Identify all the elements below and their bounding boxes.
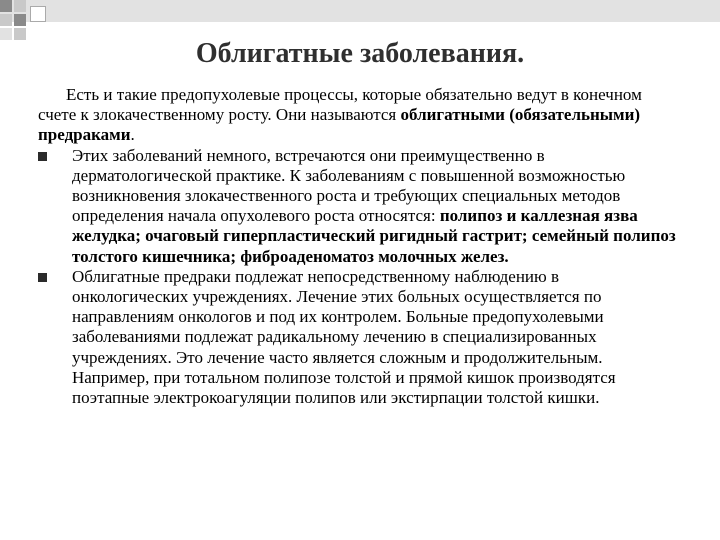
top-band: [0, 0, 720, 22]
list-item-text: Облигатные предраки подлежат непосредственному наблюдению в онкологических учреждениях. Лечение этих больных осуществляется по направлениям онкологов и под их контролем. Больные предопухолевыми заболеваниями подлежат радикальному лечению в специализированных учреждениях. Это лечение часто является сложным и продолжительным. Например, при тотальном полипозе толстой и прямой кишок производятся поэтапные электрокоагуляции полипов или экстирпации толстой кишки.: [72, 266, 616, 408]
intro-bold-term: облигатными (обязательными) предраками: [38, 105, 641, 145]
slide-body: [38, 85, 678, 408]
list-item-bold-text: полипоз и каллезная язва желудка; очаговый гиперпластический ригидный гастрит; семейный полипоз толстого кишечника; фиброаденоматоз молочных желез.: [72, 206, 676, 266]
square-bullet-icon: [38, 273, 47, 282]
corner-square: [0, 0, 12, 12]
bullet-list: [38, 146, 678, 409]
corner-square: [0, 14, 12, 26]
corner-square: [14, 14, 26, 26]
list-item: [38, 267, 678, 408]
slide-title: Облигатные заболевания.: [195, 38, 525, 69]
corner-square: [14, 0, 26, 12]
intro-text: Есть и такие предопухолевые процессы, которые обязательно ведут в конечном счете к злокачественному росту. Они называются: [38, 85, 642, 125]
square-bullet-icon: [38, 152, 47, 161]
intro-paragraph: [38, 85, 678, 146]
intro-text-end: .: [130, 125, 135, 145]
corner-square: [30, 6, 46, 22]
list-item: [38, 146, 678, 267]
list-item-text: Этих заболеваний немного, встречаются они преимущественно в дерматологической практике. К заболеваниям с повышенной возможностью возникновения злокачественного роста и требующих специальных методов определения начала опухолевого роста относятся:: [72, 145, 626, 226]
